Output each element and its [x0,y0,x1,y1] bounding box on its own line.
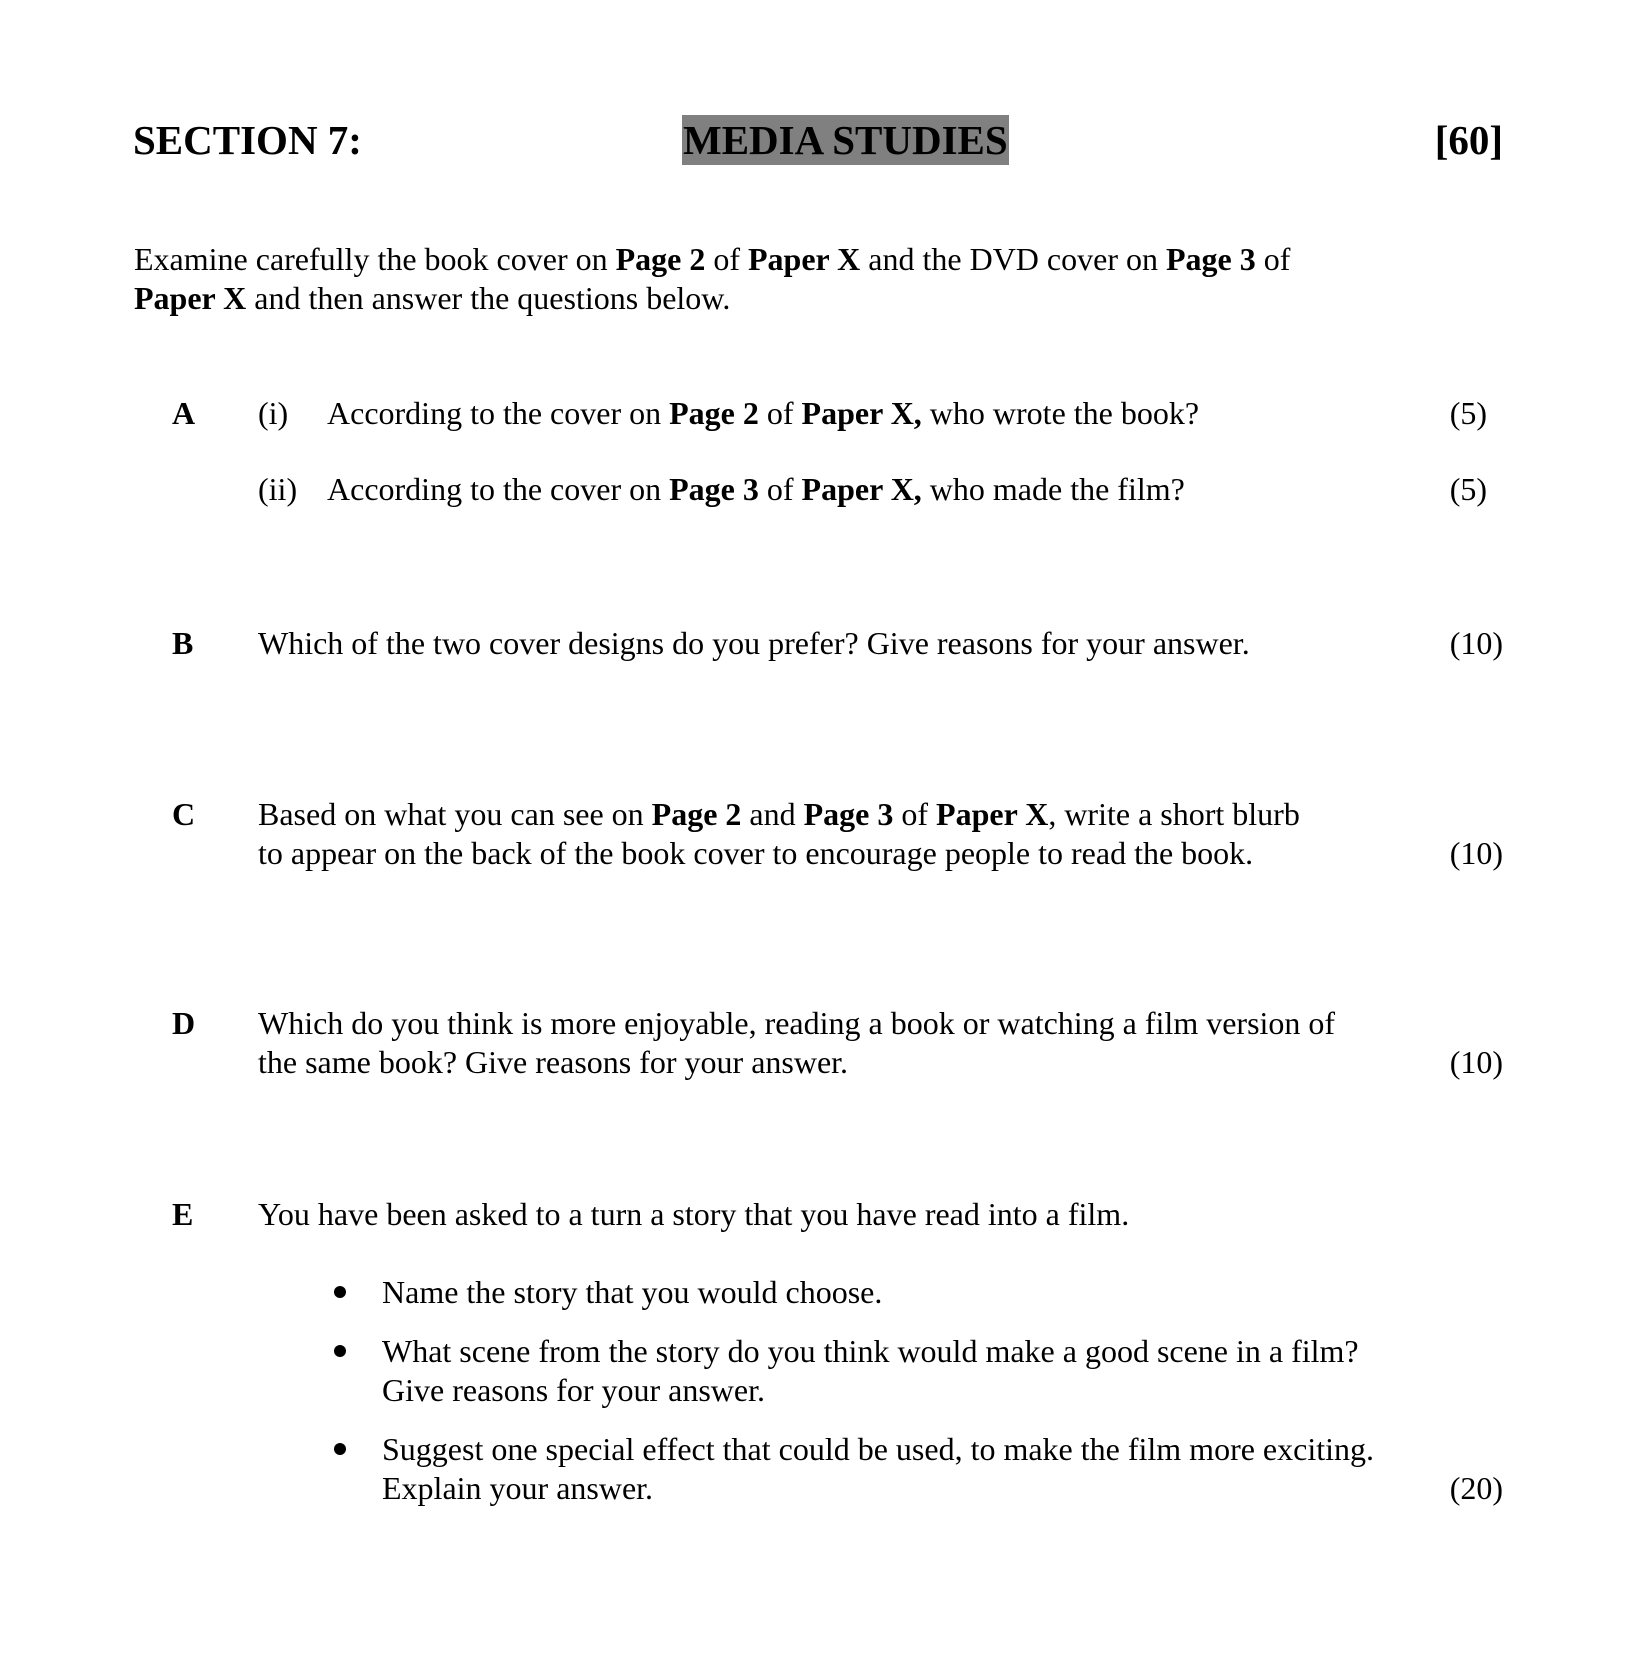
question-bold: Paper X [936,796,1049,832]
question-e-text: You have been asked to a turn a story that you have read into a film. [258,1196,1130,1232]
section-marks: [60] [1434,117,1503,163]
intro-bold: Page 3 [1165,241,1256,277]
intro-text: and the DVD cover on [860,241,1166,277]
question-c-text [258,795,1300,873]
question-bold: Paper X, [801,471,922,507]
question-d-letter: D [172,1005,196,1041]
bullet-dot [334,1286,346,1298]
bullet-line: Suggest one special effect that could be used, to make the film more exciting. [382,1431,1374,1467]
section-title: MEDIA STUDIES [683,117,1008,163]
section-label: SECTION 7: [133,117,362,163]
question-e-bullet-1: Name the story that you would choose. [382,1274,883,1310]
question-bold: Page 2 [651,796,742,832]
question-a-ii-marks: (5) [1449,471,1487,507]
question-bold: Page 2 [669,395,759,431]
intro-text: of [1255,241,1291,277]
intro-line-2 [134,279,1290,318]
question-text: who wrote the book? [921,395,1200,431]
intro-bold: Page 2 [615,241,706,277]
intro-text: of [705,241,748,277]
bullet-dot [334,1443,346,1455]
question-a-letter: A [172,395,196,431]
question-text: According to the cover on [327,471,670,507]
question-b-marks: (10) [1449,625,1503,661]
question-d-line-2: the same book? Give reasons for your answer. [258,1044,849,1080]
intro-bold: Paper X [748,241,861,277]
question-c-letter: C [172,796,196,832]
question-b-letter: B [172,625,194,661]
question-c-line-1 [258,795,1300,834]
question-bold: Paper X, [801,395,922,431]
intro-text: and then answer the questions below. [246,280,731,316]
question-text: and [741,796,804,832]
question-d-text [258,1004,1335,1082]
intro-text: Examine carefully the book cover on [134,241,616,277]
question-text: Based on what you can see on [258,796,652,832]
question-a-i-marks: (5) [1449,395,1487,431]
bullet-dot [334,1345,346,1357]
question-text: , write a short blurb [1048,796,1300,832]
question-text: of [758,471,802,507]
question-text: According to the cover on [327,395,670,431]
question-a-ii-text [327,470,1185,509]
question-bold: Page 3 [669,471,759,507]
question-a-i-number: (i) [258,395,289,431]
question-text: of [758,395,802,431]
question-e-bullet-2 [382,1332,1359,1410]
question-b-text: Which of the two cover designs do you prefer? Give reasons for your answer. [258,625,1250,661]
question-e-marks: (20) [1449,1470,1503,1506]
bullet-line: Give reasons for your answer. [382,1372,765,1408]
question-e-letter: E [172,1196,194,1232]
intro-paragraph [134,240,1290,318]
question-a-i-text [327,394,1199,433]
question-e-bullet-3 [382,1430,1374,1508]
question-a-ii-number: (ii) [258,471,298,507]
bullet-line: What scene from the story do you think would make a good scene in a film? [382,1333,1359,1369]
bullet-line: Explain your answer. [382,1470,654,1506]
question-text: of [893,796,937,832]
intro-bold: Paper X [134,280,247,316]
question-bold: Page 3 [803,796,894,832]
question-c-line-2: to appear on the back of the book cover to encourage people to read the book. [258,835,1254,871]
intro-line-1 [134,240,1290,279]
question-c-marks: (10) [1449,835,1503,871]
question-d-line-1: Which do you think is more enjoyable, reading a book or watching a film version of [258,1005,1336,1041]
question-d-marks: (10) [1449,1044,1503,1080]
question-text: who made the film? [921,471,1185,507]
